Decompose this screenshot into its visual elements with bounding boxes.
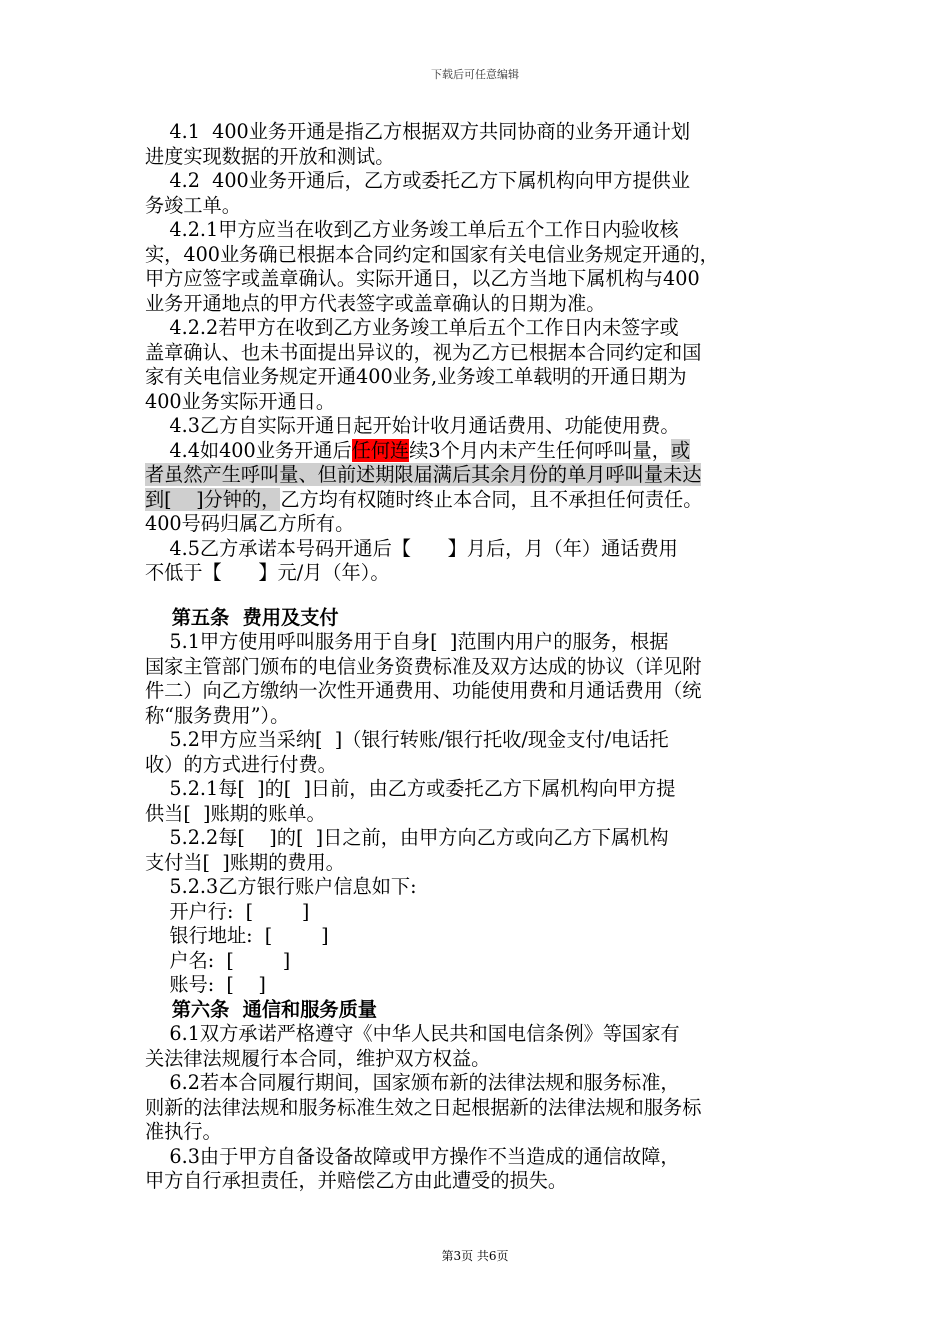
text-line: 实，400业务确已根据本合同约定和国家有关电信业务规定开通的， xyxy=(145,242,719,266)
text-line: 户名: [ ] xyxy=(145,948,291,972)
text-line: 4.2 400业务开通后，乙方或委托乙方下属机构向甲方提供业 xyxy=(145,169,691,192)
text-line: 不低于【 】元/月（年）。 xyxy=(145,561,390,584)
text-line: 盖章确认、也未书面提出异议的，视为乙方已根据本合同约定和国 xyxy=(145,340,702,364)
red-highlight: 任何连 xyxy=(351,438,410,462)
text-line: 账号: [ ] xyxy=(145,973,266,996)
text-line: 400业务实际开通日。 xyxy=(145,389,336,413)
text-line: 5.2.3乙方银行账户信息如下: xyxy=(145,875,417,898)
text-line: 件二）向乙方缴纳一次性开通费用、功能使用费和月通话费用（统 xyxy=(145,679,702,702)
text-line: 4.5乙方承诺本号码开通后【 】月后，月（年）通话费用 xyxy=(145,536,678,560)
clause-text: 4.4如400业务开通后 xyxy=(145,438,352,462)
text-line: 4.2.2若甲方在收到乙方业务竣工单后五个工作日内未签字或 xyxy=(145,316,679,339)
text-line: 甲方自行承担责任，并赔偿乙方由此遭受的损失。 xyxy=(145,1169,568,1192)
text-line: 6.1双方承诺严格遵守《中华人民共和国电信条例》等国家有 xyxy=(145,1022,680,1045)
section-spacer xyxy=(145,586,810,606)
text-line: 5.2甲方应当采纳[ ]（银行转账/银行托收/现金支付/电话托 xyxy=(145,728,669,751)
text-line: 则新的法律法规和服务标准生效之日起根据新的法律法规和服务标 xyxy=(145,1095,702,1119)
text-line: 国家主管部门颁布的电信业务资费标准及双方达成的协议（详见附 xyxy=(145,654,702,678)
text-line: 称“服务费用”）。 xyxy=(145,703,290,727)
clause-text: 乙方均有权随时终止本合同，且不承担任何责任。 xyxy=(280,487,703,511)
page-footer: 第3页 共6页 xyxy=(441,1249,509,1263)
text-line: 4.1 400业务开通是指乙方根据双方共同协商的业务开通计划 xyxy=(145,120,691,143)
clause-4-4-line-1 xyxy=(145,439,810,464)
text-line: 6.3由于甲方自备设备故障或甲方操作不当造成的通信故障， xyxy=(145,1144,680,1168)
section-5-title: 第五条 费用及支付 xyxy=(145,605,339,629)
text-line: 进度实现数据的开放和测试。 xyxy=(145,144,395,168)
clause-text: 续3个月内未产生任何呼叫量， xyxy=(409,438,671,462)
grey-highlight: 者虽然产生呼叫量、但前述期限届满后其余月份的单月呼叫量未达 xyxy=(145,463,702,486)
grey-highlight: 到[ ]分钟的， xyxy=(145,487,281,511)
section-6-title: 第六条 通信和服务质量 xyxy=(145,997,377,1021)
text-line: 5.1甲方使用呼叫服务用于自身[ ]范围内用户的服务，根据 xyxy=(145,630,669,653)
text-line: 银行地址: [ ] xyxy=(145,924,329,947)
text-line: 准执行。 xyxy=(145,1120,222,1143)
text-line: 供当[ ]账期的账单。 xyxy=(145,801,326,825)
clause-4-4-line-2 xyxy=(145,463,810,488)
text-line: 5.2.2每[ ]的[ ]日之前，由甲方向乙方或向乙方下属机构 xyxy=(145,826,669,849)
text-line: 甲方应签字或盖章确认。实际开通日，以乙方当地下属机构与400 xyxy=(145,267,700,290)
text-line: 家有关电信业务规定开通400业务,业务竣工单载明的开通日期为 xyxy=(145,365,687,388)
text-line: 收）的方式进行付费。 xyxy=(145,752,337,776)
clause-4-4-line-3 xyxy=(145,488,810,513)
text-line: 开户行: [ ] xyxy=(145,899,310,923)
text-line: 务竣工单。 xyxy=(145,193,241,217)
text-line: 6.2若本合同履行期间，国家颁布新的法律法规和服务标准， xyxy=(145,1071,680,1094)
text-line: 5.2.1每[ ]的[ ]日前，由乙方或委托乙方下属机构向甲方提 xyxy=(145,777,676,800)
text-line: 业务开通地点的甲方代表签字或盖章确认的日期为准。 xyxy=(145,291,606,315)
grey-highlight: 或 xyxy=(670,438,691,462)
text-line: 4.3乙方自实际开通日起开始计收月通话费用、功能使用费。 xyxy=(145,414,680,437)
text-line: 4.2.1甲方应当在收到乙方业务竣工单后五个工作日内验收核 xyxy=(145,218,679,241)
document-body xyxy=(145,120,810,1194)
page-header: 下载后可任意编辑 xyxy=(431,68,519,81)
text-line: 关法律法规履行本合同，维护双方权益。 xyxy=(145,1046,491,1070)
text-line: 400号码归属乙方所有。 xyxy=(145,512,355,535)
text-line: 支付当[ ]账期的费用。 xyxy=(145,850,345,874)
